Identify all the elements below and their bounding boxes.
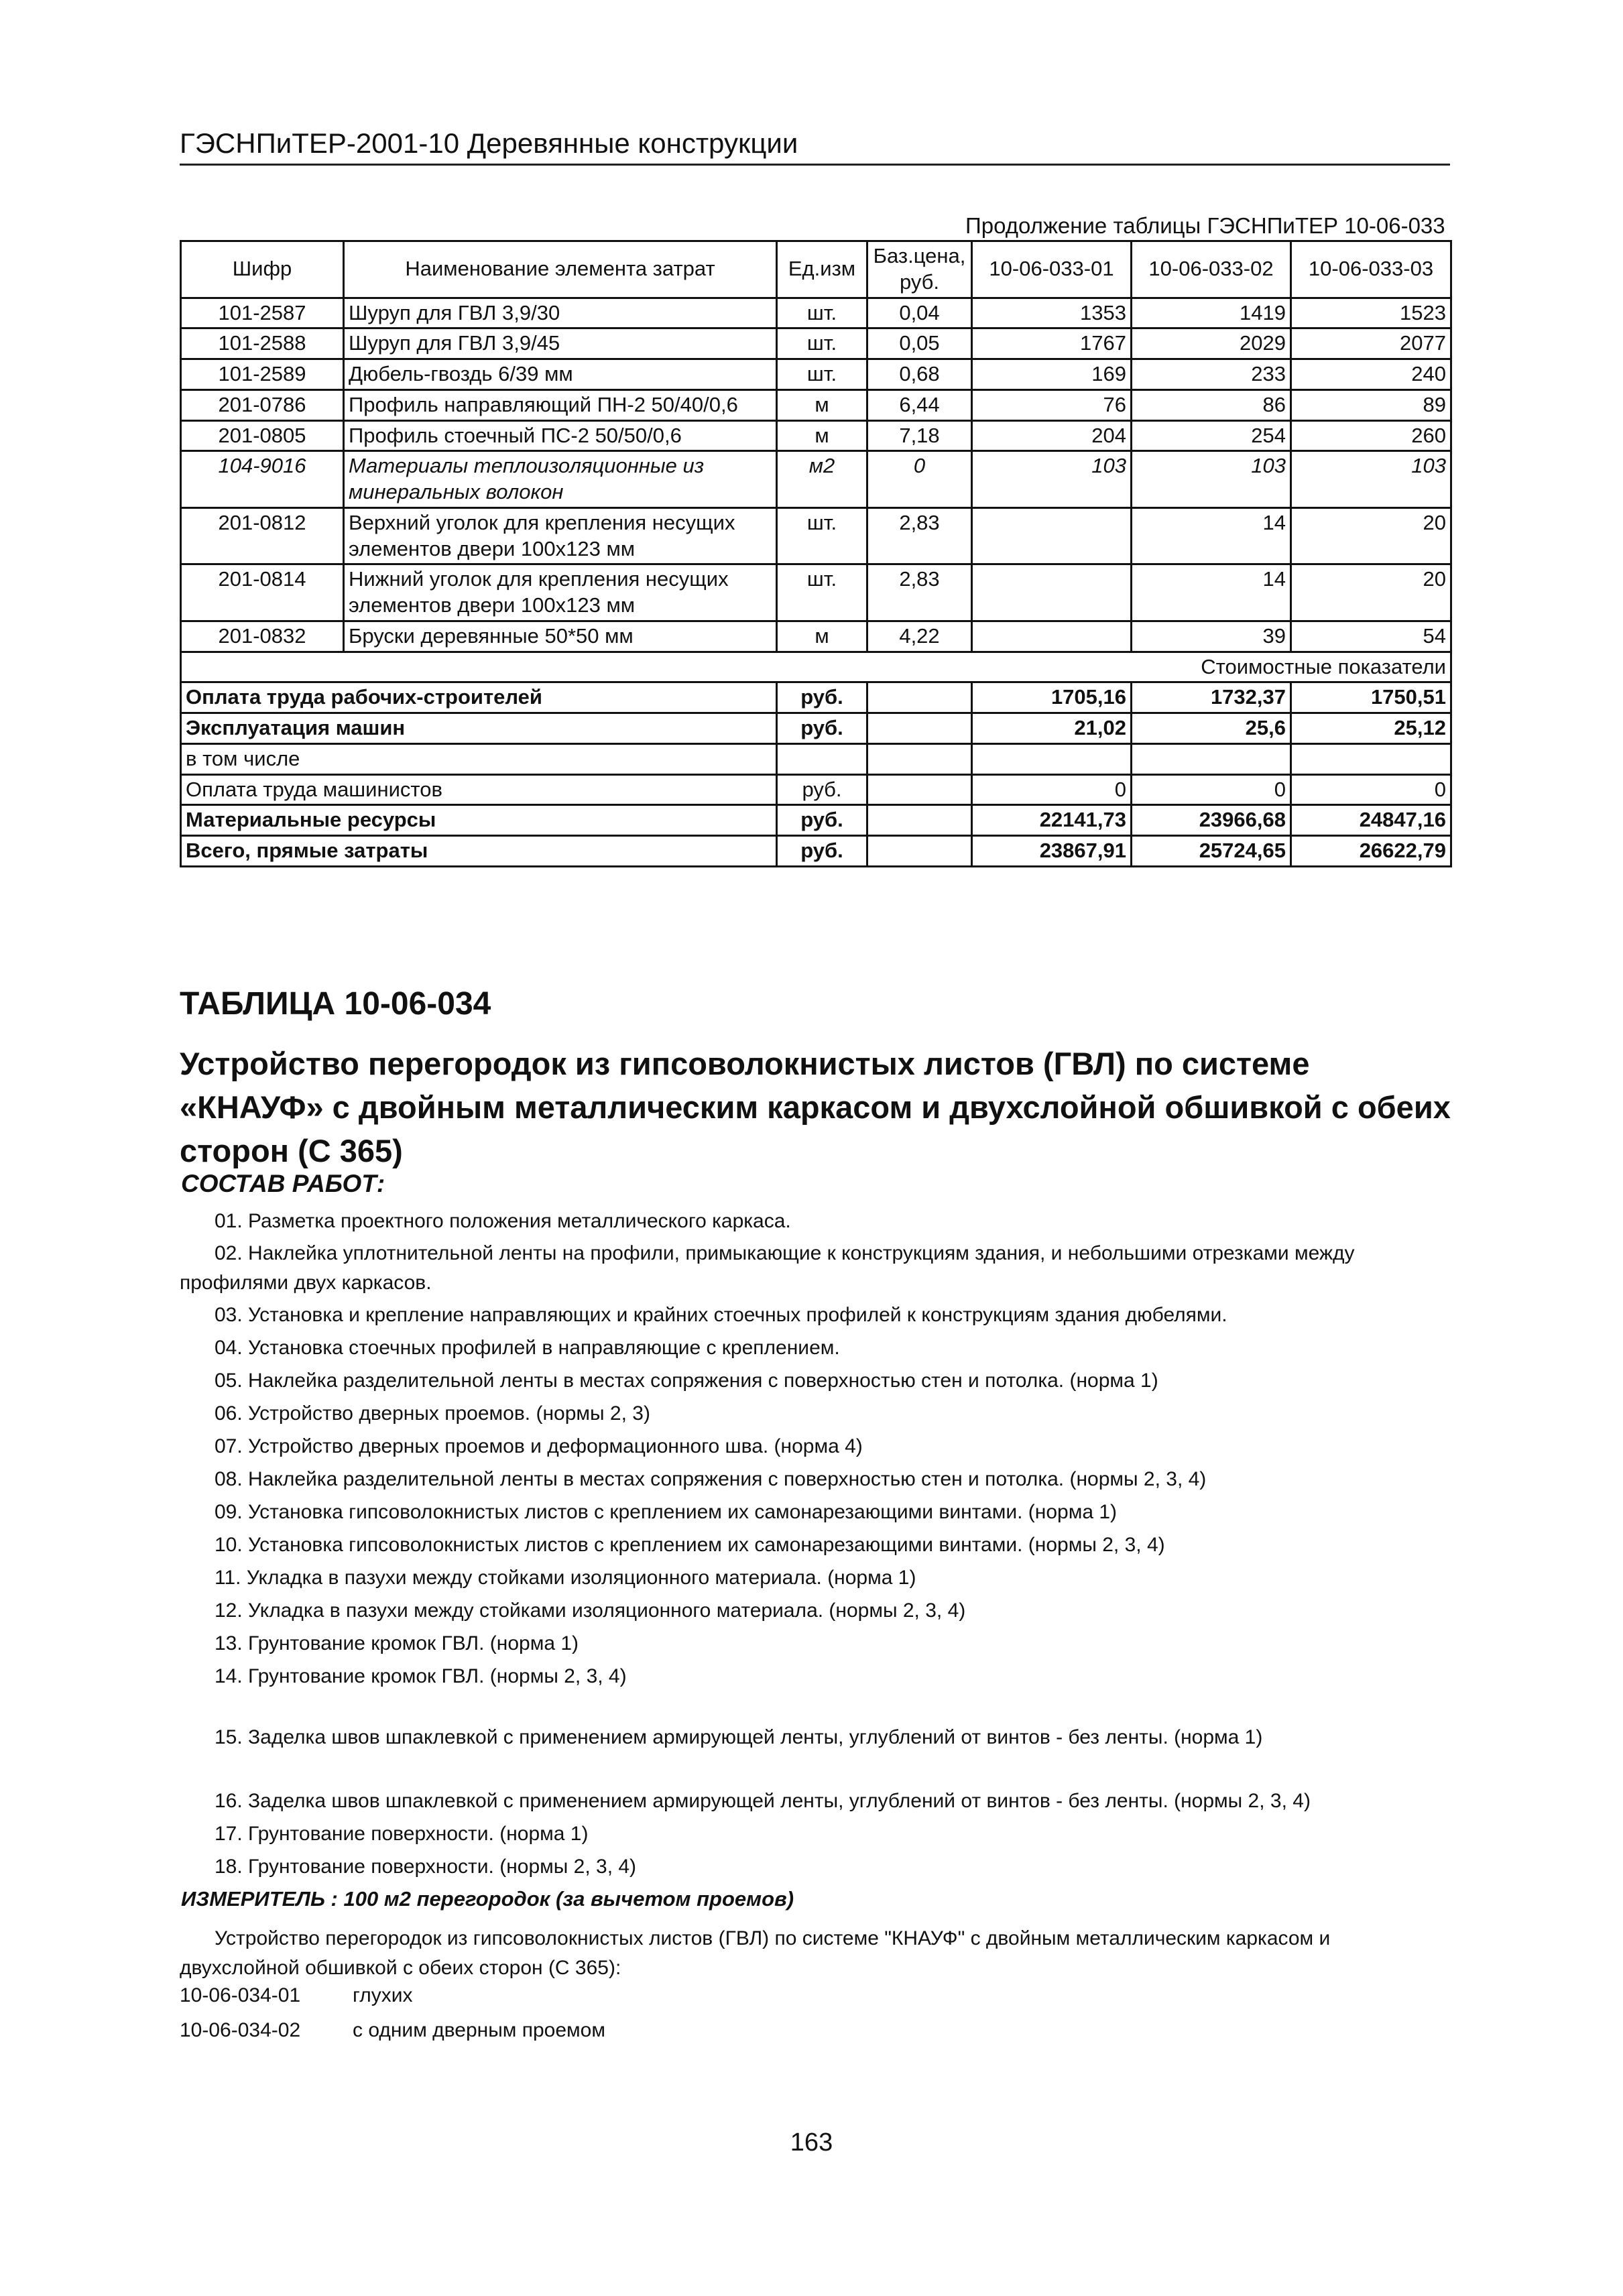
cell-norm-3: 89 xyxy=(1291,389,1451,420)
cost-section-row xyxy=(181,652,1451,682)
variant-row xyxy=(180,1984,413,2007)
cost-norm-1: 23867,91 xyxy=(972,836,1132,867)
cell-norm-3: 2077 xyxy=(1291,328,1451,359)
work-item: 12. Укладка в пазухи между стойками изоляционного материала. (нормы 2, 3, 4) xyxy=(215,1599,966,1622)
work-item: 06. Устройство дверных проемов. (нормы 2, 3) xyxy=(215,1402,650,1425)
cost-empty xyxy=(867,774,972,805)
cell-norm-3: 20 xyxy=(1291,564,1451,621)
cell-unit: м xyxy=(777,621,867,652)
cell-price: 7,18 xyxy=(867,420,972,451)
cell-name: Дюбель-гвоздь 6/39 мм xyxy=(344,359,777,390)
cell-name: Шуруп для ГВЛ 3,9/30 xyxy=(344,298,777,328)
cell-norm-2: 233 xyxy=(1132,359,1291,390)
cell-norm-2: 1419 xyxy=(1132,298,1291,328)
cost-unit: руб. xyxy=(777,836,867,867)
cost-row xyxy=(181,805,1451,836)
cell-code: 201-0814 xyxy=(181,564,344,621)
cost-row xyxy=(181,836,1451,867)
cost-norm-1: 22141,73 xyxy=(972,805,1132,836)
cost-norm-2: 25,6 xyxy=(1132,713,1291,744)
cell-name: Верхний уголок для крепления несущих элементов двери 100х123 мм xyxy=(344,507,777,564)
cell-price: 4,22 xyxy=(867,621,972,652)
cell-unit: шт. xyxy=(777,564,867,621)
cost-norm-3 xyxy=(1291,743,1451,774)
cost-row xyxy=(181,682,1451,713)
cell-price: 0 xyxy=(867,451,972,508)
cell-name: Профиль направляющий ПН-2 50/40/0,6 xyxy=(344,389,777,420)
section-headline: Устройство перегородок из гипсоволокнистых листов (ГВЛ) по системе «КНАУФ» с двойным металлическим каркасом и двухслойной обшивкой с обеих сторон (С 365) xyxy=(180,1046,1451,1168)
cell-norm-2: 254 xyxy=(1132,420,1291,451)
variant-code: 10-06-034-02 xyxy=(180,2019,301,2041)
cell-unit: шт. xyxy=(777,328,867,359)
work-item: 01. Разметка проектного положения металлического каркаса. xyxy=(215,1210,791,1232)
cell-price: 2,83 xyxy=(867,564,972,621)
header-code: Шифр xyxy=(181,241,344,298)
cost-label: в том числе xyxy=(181,743,777,774)
table-header-row xyxy=(181,241,1451,298)
cost-label: Эксплуатация машин xyxy=(181,713,777,744)
table-row xyxy=(181,451,1451,508)
cell-name: Профиль стоечный ПС-2 50/50/0,6 xyxy=(344,420,777,451)
cell-norm-2: 14 xyxy=(1132,507,1291,564)
cost-norm-3: 25,12 xyxy=(1291,713,1451,744)
cell-norm-1 xyxy=(972,621,1132,652)
work-item: 07. Устройство дверных проемов и деформационного шва. (норма 4) xyxy=(215,1435,863,1457)
cell-code: 201-0786 xyxy=(181,389,344,420)
cell-norm-3: 103 xyxy=(1291,451,1451,508)
cell-price: 2,83 xyxy=(867,507,972,564)
cell-unit: шт. xyxy=(777,507,867,564)
cost-section-label: Стоимостные показатели xyxy=(181,652,1451,682)
cost-norm-2: 0 xyxy=(1132,774,1291,805)
header-norm-1: 10-06-033-01 xyxy=(972,241,1132,298)
cost-norm-3: 24847,16 xyxy=(1291,805,1451,836)
cell-code: 201-0805 xyxy=(181,420,344,451)
cell-norm-1: 1353 xyxy=(972,298,1132,328)
cell-norm-1: 169 xyxy=(972,359,1132,390)
cell-unit: шт. xyxy=(777,359,867,390)
cost-label: Оплата труда рабочих-строителей xyxy=(181,682,777,713)
cell-norm-3: 1523 xyxy=(1291,298,1451,328)
cost-label: Оплата труда машинистов xyxy=(181,774,777,805)
cell-unit: м xyxy=(777,420,867,451)
table-row xyxy=(181,507,1451,564)
table-row xyxy=(181,389,1451,420)
cost-unit: руб. xyxy=(777,682,867,713)
cost-empty xyxy=(867,682,972,713)
cell-norm-1: 103 xyxy=(972,451,1132,508)
cost-norm-1: 21,02 xyxy=(972,713,1132,744)
cost-norm-1: 0 xyxy=(972,774,1132,805)
cost-unit: руб. xyxy=(777,774,867,805)
table-row xyxy=(181,298,1451,328)
work-item: 15. Заделка швов шпаклевкой с применением армирующей ленты, углублений от винтов - без ленты. (норма 1) xyxy=(215,1726,1263,1748)
cost-unit: руб. xyxy=(777,805,867,836)
cell-code: 101-2587 xyxy=(181,298,344,328)
work-item: 13. Грунтование кромок ГВЛ. (норма 1) xyxy=(215,1632,579,1654)
cost-norm-3: 0 xyxy=(1291,774,1451,805)
cell-price: 0,68 xyxy=(867,359,972,390)
table-row xyxy=(181,420,1451,451)
cell-name: Материалы теплоизоляционные из минеральных волокон xyxy=(344,451,777,508)
work-item: 09. Установка гипсоволокнистых листов с креплением их самонарезающими винтами. (норма 1) xyxy=(215,1501,1118,1523)
page-number: 163 xyxy=(790,2128,833,2157)
table-title: ТАБЛИЦА 10-06-034 xyxy=(180,986,491,1022)
table-row xyxy=(181,359,1451,390)
work-item: 05. Наклейка разделительной ленты в местах сопряжения с поверхностью стен и потолка. (норма 1) xyxy=(215,1370,1158,1392)
variant-code: 10-06-034-01 xyxy=(180,1984,301,2006)
cost-row xyxy=(181,713,1451,744)
cell-unit: м2 xyxy=(777,451,867,508)
cell-price: 0,04 xyxy=(867,298,972,328)
cell-norm-1: 76 xyxy=(972,389,1132,420)
cell-norm-2: 86 xyxy=(1132,389,1291,420)
cost-norm-2: 1732,37 xyxy=(1132,682,1291,713)
cell-unit: м xyxy=(777,389,867,420)
cost-unit xyxy=(777,743,867,774)
cost-label: Материальные ресурсы xyxy=(181,805,777,836)
cell-norm-3: 260 xyxy=(1291,420,1451,451)
cell-code: 201-0812 xyxy=(181,507,344,564)
cell-code: 101-2588 xyxy=(181,328,344,359)
meter-line: ИЗМЕРИТЕЛЬ : 100 м2 перегородок (за вычетом проемов) xyxy=(181,1887,794,1911)
cell-norm-1: 204 xyxy=(972,420,1132,451)
cost-norm-2: 23966,68 xyxy=(1132,805,1291,836)
norm-description: Устройство перегородок из гипсоволокнистых листов (ГВЛ) по системе "КНАУФ" с двойным металлическим каркасом и двухслойной обшивкой с обеих сторон (С 365): xyxy=(180,1927,1331,1979)
table-row xyxy=(181,621,1451,652)
cost-empty xyxy=(867,805,972,836)
cost-unit: руб. xyxy=(777,713,867,744)
work-item: 18. Грунтование поверхности. (нормы 2, 3, 4) xyxy=(215,1856,637,1878)
cell-name: Нижний уголок для крепления несущих элементов двери 100х123 мм xyxy=(344,564,777,621)
cost-empty xyxy=(867,713,972,744)
cost-norm-1: 1705,16 xyxy=(972,682,1132,713)
cell-code: 101-2589 xyxy=(181,359,344,390)
work-item: 11. Укладка в пазухи между стойками изоляционного материала. (норма 1) xyxy=(215,1567,916,1589)
cell-norm-3: 54 xyxy=(1291,621,1451,652)
cost-empty xyxy=(867,836,972,867)
cell-norm-2: 103 xyxy=(1132,451,1291,508)
variant-label: с одним дверным проемом xyxy=(353,2019,605,2041)
header-norm-3: 10-06-033-03 xyxy=(1291,241,1451,298)
work-item: 02. Наклейка уплотнительной ленты на профили, примыкающие к конструкциям здания, и небольшими отрезками между профилями двух каркасов. xyxy=(180,1242,1355,1294)
work-item: 14. Грунтование кромок ГВЛ. (нормы 2, 3, 4) xyxy=(215,1665,627,1687)
table-row xyxy=(181,564,1451,621)
cell-price: 6,44 xyxy=(867,389,972,420)
cost-norm-3: 26622,79 xyxy=(1291,836,1451,867)
cost-norm-3: 1750,51 xyxy=(1291,682,1451,713)
table-row xyxy=(181,328,1451,359)
header-name: Наименование элемента затрат xyxy=(344,241,777,298)
cost-norm-2 xyxy=(1132,743,1291,774)
resource-table xyxy=(180,240,1452,867)
cost-empty xyxy=(867,743,972,774)
work-item: 17. Грунтование поверхности. (норма 1) xyxy=(215,1823,589,1845)
cell-price: 0,05 xyxy=(867,328,972,359)
cell-name: Бруски деревянные 50*50 мм xyxy=(344,621,777,652)
variant-label: глухих xyxy=(353,1984,413,2006)
header-price: Баз.цена, руб. xyxy=(867,241,972,298)
work-heading: СОСТАВ РАБОТ: xyxy=(181,1170,385,1197)
cell-norm-3: 240 xyxy=(1291,359,1451,390)
header-unit: Ед.изм xyxy=(777,241,867,298)
cell-name: Шуруп для ГВЛ 3,9/45 xyxy=(344,328,777,359)
cost-norm-1 xyxy=(972,743,1132,774)
cell-norm-3: 20 xyxy=(1291,507,1451,564)
work-item: 10. Установка гипсоволокнистых листов с креплением их самонарезающими винтами. (нормы 2, 3, 4) xyxy=(215,1534,1165,1556)
work-item: 04. Установка стоечных профилей в направляющие с креплением. xyxy=(215,1337,840,1359)
cell-norm-1 xyxy=(972,564,1132,621)
work-item: 03. Установка и крепление направляющих и крайних стоечных профилей к конструкциям здания дюбелями. xyxy=(215,1304,1227,1326)
cost-row xyxy=(181,743,1451,774)
continuation-caption: Продолжение таблицы ГЭСНПиТЕР 10-06-033 xyxy=(965,213,1445,238)
cell-unit: шт. xyxy=(777,298,867,328)
work-item: 08. Наклейка разделительной ленты в местах сопряжения с поверхностью стен и потолка. (нормы 2, 3, 4) xyxy=(215,1468,1207,1490)
cell-norm-2: 2029 xyxy=(1132,328,1291,359)
running-head: ГЭСНПиТЕР-2001-10 Деревянные конструкции xyxy=(180,127,1450,166)
variant-row xyxy=(180,2019,605,2042)
header-norm-2: 10-06-033-02 xyxy=(1132,241,1291,298)
cell-code: 104-9016 xyxy=(181,451,344,508)
cell-norm-1: 1767 xyxy=(972,328,1132,359)
cell-norm-2: 39 xyxy=(1132,621,1291,652)
cost-label: Всего, прямые затраты xyxy=(181,836,777,867)
cost-row xyxy=(181,774,1451,805)
cell-norm-2: 14 xyxy=(1132,564,1291,621)
cell-norm-1 xyxy=(972,507,1132,564)
cell-code: 201-0832 xyxy=(181,621,344,652)
work-item: 16. Заделка швов шпаклевкой с применением армирующей ленты, углублений от винтов - без ленты. (нормы 2, 3, 4) xyxy=(215,1790,1311,1812)
cost-norm-2: 25724,65 xyxy=(1132,836,1291,867)
